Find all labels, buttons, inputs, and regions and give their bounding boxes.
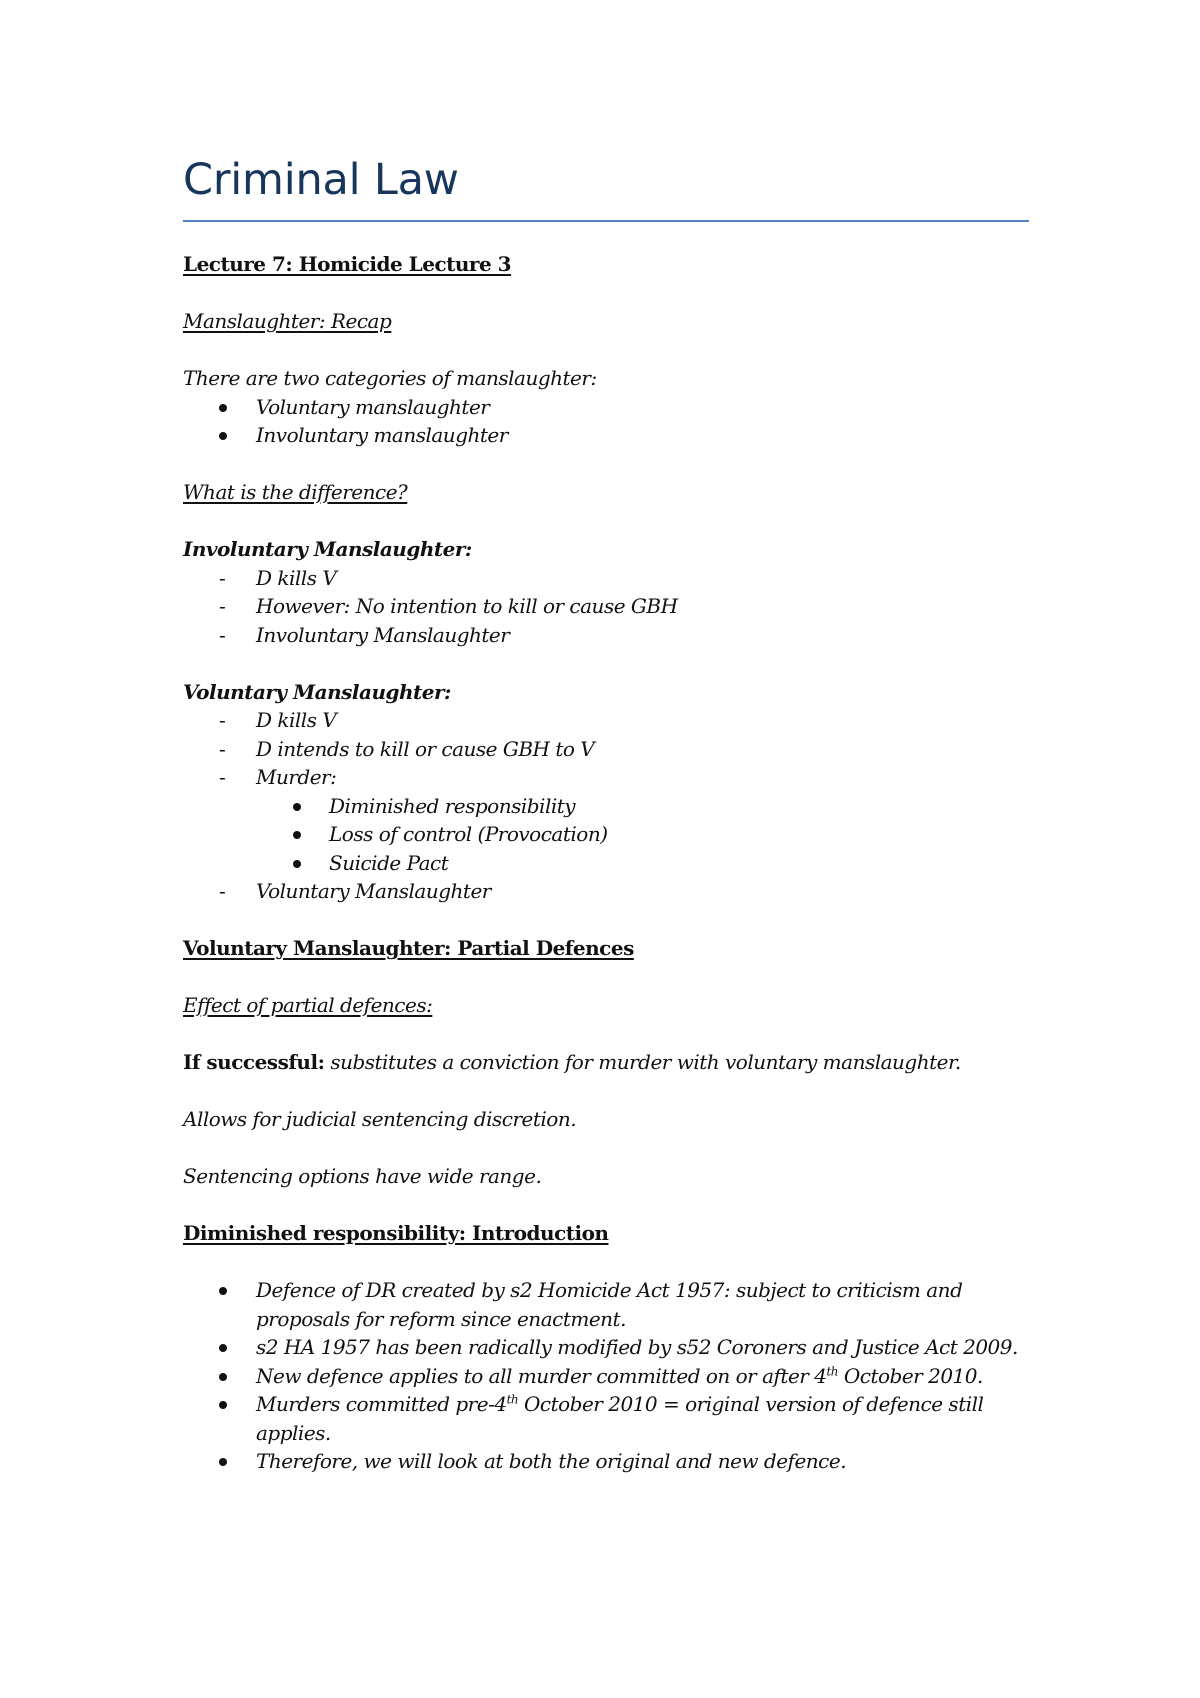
if-successful-label: If successful: — [183, 1050, 325, 1074]
dash-icon: - — [219, 765, 226, 789]
involuntary-heading: Involuntary Manslaughter: — [183, 537, 472, 561]
list-item: Therefore, we will look at both the original and new defence. — [183, 1447, 1029, 1476]
list-item: - D intends to kill or cause GBH to V — [183, 735, 1029, 764]
if-successful-paragraph — [183, 1048, 1029, 1077]
voluntary-list — [183, 706, 1029, 792]
bullet-icon — [219, 1344, 227, 1352]
difference-question: What is the difference? — [183, 480, 408, 504]
title-rule — [183, 220, 1029, 222]
dr-heading: Diminished responsibility: Introduction — [183, 1221, 609, 1245]
list-item: - Murder: — [183, 763, 1029, 792]
dash-icon: - — [219, 708, 226, 732]
bullet-icon — [293, 803, 301, 811]
bullet-icon — [219, 1287, 227, 1295]
list-item: - However: No intention to kill or cause GBH — [183, 592, 1029, 621]
list-item: Voluntary manslaughter — [183, 393, 1029, 422]
murder-sublist — [183, 792, 1029, 878]
dash-icon: - — [219, 879, 226, 903]
list-item: - Involuntary Manslaughter — [183, 621, 1029, 650]
bullet-icon — [293, 831, 301, 839]
list-item: - Voluntary Manslaughter — [183, 877, 1029, 906]
partial-defences-heading: Voluntary Manslaughter: Partial Defences — [183, 936, 634, 960]
list-item: Diminished responsibility — [183, 792, 1029, 821]
list-item: Defence of DR created by s2 Homicide Act 1957: subject to criticism and proposals for reform since enactment. — [183, 1276, 1029, 1333]
categories-intro: There are two categories of manslaughter: — [183, 366, 597, 390]
document-page — [183, 150, 1029, 1476]
list-item: s2 HA 1957 has been radically modified by s52 Coroners and Justice Act 2009. — [183, 1333, 1029, 1362]
list-item: New defence applies to all murder committed on or after 4th October 2010. — [183, 1362, 1029, 1391]
effect-heading: Effect of partial defences: — [183, 993, 433, 1017]
dash-icon: - — [219, 565, 226, 590]
sentencing-range: Sentencing options have wide range. — [183, 1164, 542, 1188]
document-title: Criminal Law — [183, 155, 459, 205]
bullet-icon — [219, 1401, 227, 1409]
if-successful-text: substitutes a conviction for murder with voluntary manslaughter. — [330, 1050, 961, 1074]
list-item: Suicide Pact — [183, 849, 1029, 878]
dash-icon: - — [219, 736, 226, 761]
list-item: Involuntary manslaughter — [183, 421, 1029, 450]
bullet-icon — [219, 1373, 227, 1381]
recap-heading: Manslaughter: Recap — [183, 309, 392, 333]
dash-icon: - — [219, 594, 226, 618]
list-item: Loss of control (Provocation) — [183, 820, 1029, 849]
list-item: Murders committed pre-4th October 2010 = original version of defence still applies. — [183, 1390, 1029, 1447]
voluntary-heading: Voluntary Manslaughter: — [183, 679, 451, 704]
categories-list — [183, 393, 1029, 450]
bullet-icon — [293, 860, 301, 868]
bullet-icon — [219, 404, 227, 412]
lecture-heading: Lecture 7: Homicide Lecture 3 — [183, 252, 512, 276]
bullet-icon — [219, 1458, 227, 1466]
voluntary-list-end — [183, 877, 1029, 906]
bullet-icon — [219, 432, 227, 440]
involuntary-list — [183, 564, 1029, 650]
dash-icon: - — [219, 622, 226, 647]
list-item: - D kills V — [183, 706, 1029, 735]
list-item: - D kills V — [183, 564, 1029, 593]
dr-list — [183, 1276, 1029, 1476]
judicial-discretion: Allows for judicial sentencing discretion. — [183, 1107, 577, 1131]
